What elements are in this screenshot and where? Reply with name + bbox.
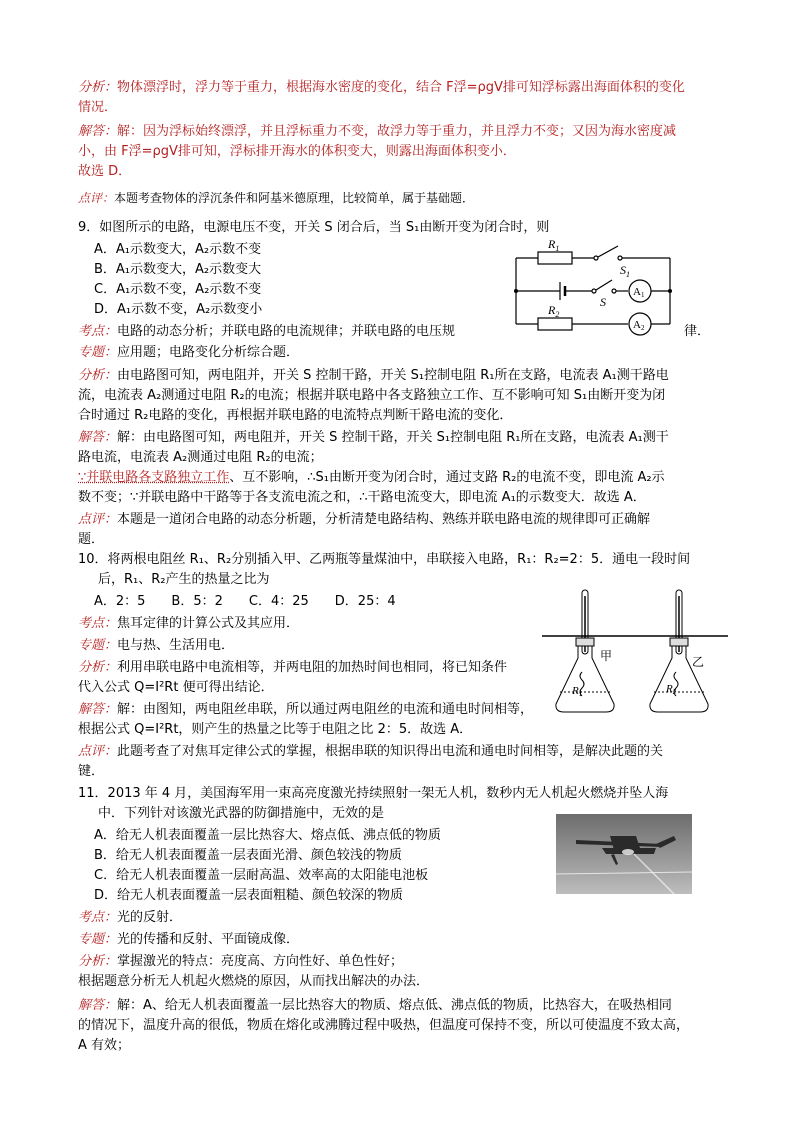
q9-comment-line-1: 点评：本题是一道闭合电路的动态分析题，分析清楚电路结构、熟练并联电路电流的规律即可正确解 (78, 512, 651, 527)
drone-photo (556, 814, 692, 894)
q10-stem-line-2: 后，R₁、R₂产生的热量之比为 (98, 572, 270, 587)
q8-analysis-line-2: 情况． (78, 100, 118, 115)
q11-option-d: D．给无人机表面覆盖一层表面粗糙、颜色较深的物质 (94, 888, 404, 903)
keypoint-label: 考点： (78, 616, 118, 631)
q11-stem-line-1: 11．2013 年 4 月，美国海军用一束高亮度激光持续照射一架无人机，数秒内无人机起火燃烧并坠人海 (78, 786, 669, 801)
label-yi: 乙 (692, 655, 705, 669)
kerosene-flasks-diagram (542, 586, 728, 718)
analysis-label: 分析： (78, 368, 118, 383)
analysis-label: 分析： (78, 80, 118, 95)
topic-label: 专题： (78, 638, 118, 653)
label-jia: 甲 (600, 649, 613, 663)
label-flask-r1: R1 (572, 685, 583, 698)
q11-answer-line-2: 的情况下，温度升高的很低，物质在熔化或沸腾过程中吸热，但温度可保持不变，所以可使温度不致太高， (78, 1018, 690, 1033)
ammeter-a1: A1 (633, 286, 645, 299)
q11-keypoint: 考点：光的反射． (78, 910, 183, 925)
q9-answer-line-3: ∵并联电路各支路独立工作、互不影响，∴S₁由断开变为闭合时，通过支路 R₂的电流不变，即电流 A₂示 (78, 470, 665, 485)
q11-option-c: C．给无人机表面覆盖一层耐高温、效率高的太阳能电池板 (94, 868, 429, 883)
q11-analysis-line-1: 分析：掌握激光的特点：亮度高、方向性好、单色性好； (78, 954, 404, 969)
comment-label: 点评： (78, 191, 115, 205)
label-s: S (600, 295, 606, 309)
q10-stem-line-1: 10．将两根电阻丝 R₁、R₂分别插入甲、乙两瓶等量煤油中，串联接入电路，R₁：R₂=2：5．通电一段时间 (78, 552, 691, 567)
topic-label: 专题： (78, 932, 118, 947)
label-flask-r2: R2 (666, 683, 677, 696)
q8-analysis-line-1: 分析：物体漂浮时，浮力等于重力，根据海水密度的变化，结合 F浮=ρgV排可知浮标露出海面体积的变化 (78, 80, 685, 95)
topic-label: 专题： (78, 345, 118, 360)
q9-stem: 9．如图所示的电路，电源电压不变，开关 S 闭合后，当 S₁由断开变为闭合时，则 (78, 220, 550, 235)
answer-label: 解答： (78, 124, 118, 139)
comment-label: 点评： (78, 744, 118, 759)
q10-comment-line-2: 键． (78, 764, 105, 779)
q9-keypoint-tail: 律． (684, 324, 711, 339)
q9-analysis-line-3: 合时通过 R₂电路的变化，再根据并联电路的电流特点判断干路电流的变化． (78, 408, 513, 423)
answer-label: 解答： (78, 702, 118, 717)
q9-option-b: B．A₁示数变大，A₂示数变大 (94, 262, 262, 277)
q10-answer-line-2: 根据公式 Q=I²Rt，则产生的热量之比等于电阻之比 2：5．故选 A． (78, 722, 473, 737)
q9-keypoint: 考点：电路的动态分析；并联电路的电流规律；并联电路的电压规 (78, 324, 456, 339)
q10-keypoint: 考点：焦耳定律的计算公式及其应用． (78, 616, 300, 631)
q9-answer-line-1: 解答：解：由电路图可知，两电阻并，开关 S 控制干路，开关 S₁控制电阻 R₁所在支路，电流表 A₁测干 (78, 430, 669, 445)
q11-answer-line-1: 解答：解：A、给无人机表面覆盖一层比热容大的物质、熔点低、沸点低的物质，比热容大，在吸热相同 (78, 998, 672, 1013)
q10-analysis-line-2: 代入公式 Q=I²Rt 便可得出结论． (78, 680, 274, 695)
q8-answer-line-1: 解答：解：因为浮标始终漂浮，并且浮标重力不变，故浮力等于重力，并且浮力不变；又因为海水密度减 (78, 124, 677, 139)
q11-option-a: A．给无人机表面覆盖一层比热容大、熔点低、沸点低的物质 (94, 828, 441, 843)
answer-label: 解答： (78, 430, 118, 445)
q9-comment-line-2: 题． (78, 532, 105, 547)
q9-topic: 专题：应用题；电路变化分析综合题． (78, 345, 300, 360)
q11-stem-line-2: 中．下列针对该激光武器的防御措施中，无效的是 (98, 806, 385, 821)
q8-answer-line-3: 故选 D． (78, 164, 132, 179)
keypoint-label: 考点： (78, 910, 118, 925)
analysis-label: 分析： (78, 954, 118, 969)
q10-answer-line-1: 解答：解：由图知，两电阻丝串联，所以通过两电阻丝的电流和通电时间相等， (78, 702, 534, 717)
label-r2: $R_2$ (548, 303, 560, 319)
comment-label: 点评： (78, 512, 118, 527)
q8-comment: 点评：本题考查物体的浮沉条件和阿基米德原理，比较简单，属于基础题． (78, 191, 475, 205)
q10-options: A．2：5 B．5：2 C．4：25 D．25：4 (94, 594, 396, 609)
q9-option-c: C．A₁示数不变，A₂示数不变 (94, 282, 262, 297)
keypoint-label: 考点： (78, 324, 118, 339)
analysis-label: 分析： (78, 660, 118, 675)
q9-analysis-line-1: 分析：由电路图可知，两电阻并，开关 S 控制干路，开关 S₁控制电阻 R₁所在支路，电流表 A₁测干路电 (78, 368, 669, 383)
q9-option-d: D．A₁示数不变，A₂示数变小 (94, 302, 263, 317)
q11-option-b: B．给无人机表面覆盖一层表面光滑、颜色较浅的物质 (94, 848, 402, 863)
label-r1: $R_1$ (548, 237, 560, 253)
q11-answer-line-3: A 有效； (78, 1038, 131, 1053)
q8-answer-line-2: 小，由 F浮=ρgV排可知，浮标排开海水的体积变大，则露出海面体积变小． (78, 144, 516, 159)
q9-answer-line-4: 数不变；∵并联电路中干路等于各支流电流之和，∴干路电流变大，即电流 A₁的示数变大．故选 A． (78, 490, 646, 505)
q11-analysis-line-2: 根据题意分析无人机起火燃烧的原因，从而找出解决的办法． (78, 974, 430, 989)
q9-answer-line-2: 路电流，电流表 A₂测通过电阻 R₂的电流； (78, 450, 323, 465)
q11-topic: 专题：光的传播和反射、平面镜成像． (78, 932, 300, 947)
q10-comment-line-1: 点评：此题考查了对焦耳定律公式的掌握，根据串联的知识得出电流和通电时间相等，是解决此题的关 (78, 744, 664, 759)
q9-option-a: A．A₁示数变大，A₂示数不变 (94, 242, 262, 257)
q10-analysis-line-1: 分析：利用串联电路中电流相等，并两电阻的加热时间也相同，将已知条件 (78, 660, 508, 675)
answer-label: 解答： (78, 998, 118, 1013)
q9-analysis-line-2: 流，电流表 A₂测通过电阻 R₂的电流；根据并联电路中各支路独立工作、互不影响可知 S₁由断开变为闭 (78, 388, 666, 403)
ammeter-a2: A2 (633, 319, 645, 332)
label-s1: $S_1$ (620, 263, 630, 279)
circuit-diagram (508, 232, 686, 344)
q10-topic: 专题：电与热、生活用电． (78, 638, 235, 653)
